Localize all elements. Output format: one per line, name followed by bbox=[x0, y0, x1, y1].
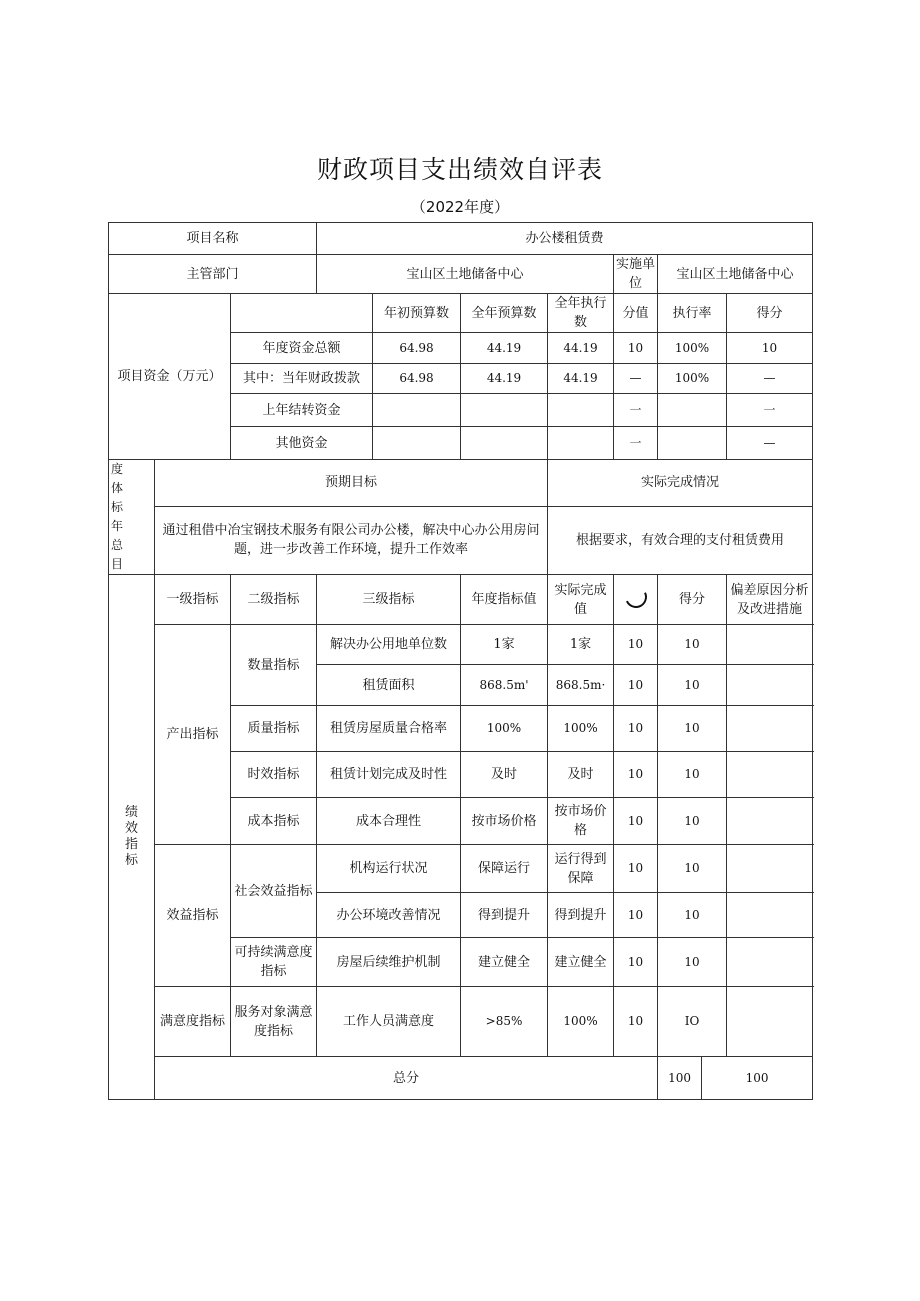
implementing-unit-value: 宝山区土地储备中心 bbox=[658, 255, 813, 294]
indicator-weight: 10 bbox=[614, 752, 658, 798]
benefit-group-label: 效益指标 bbox=[155, 845, 231, 987]
indicator-name: 机构运行状况 bbox=[317, 845, 461, 893]
project-name-row bbox=[109, 223, 813, 255]
actual-completion-text: 根据要求，有效合理的支付租赁费用 bbox=[548, 506, 813, 574]
funds-cell bbox=[658, 394, 727, 427]
indicator-annual: >85% bbox=[461, 987, 548, 1057]
indicator-actual: 按市场价格 bbox=[548, 798, 614, 845]
indicator-deviation bbox=[727, 706, 813, 752]
timeliness-subgroup-label: 时效指标 bbox=[231, 752, 317, 798]
indicator-deviation bbox=[727, 987, 813, 1057]
indicator-weight: 10 bbox=[614, 665, 658, 706]
funds-row-label: 其他资金 bbox=[231, 427, 373, 460]
indicator-deviation bbox=[727, 752, 813, 798]
funds-cell bbox=[373, 427, 461, 460]
funds-header-row bbox=[109, 294, 813, 333]
indicator-deviation bbox=[727, 893, 813, 938]
score-header: 得分 bbox=[658, 575, 727, 625]
indicator-annual: 按市场价格 bbox=[461, 798, 548, 845]
funds-cell: 44.19 bbox=[461, 364, 548, 394]
indicator-weight: 10 bbox=[614, 625, 658, 665]
subtitle-year: 2022 bbox=[425, 198, 465, 216]
indicator-weight: 10 bbox=[614, 706, 658, 752]
funds-cell: 44.19 bbox=[548, 333, 614, 364]
indicator-deviation bbox=[727, 625, 813, 665]
indicator-header-row bbox=[109, 575, 813, 625]
funds-cell: 一 bbox=[727, 394, 813, 427]
indicator-score: 10 bbox=[658, 706, 727, 752]
funds-header: 全年预算数 bbox=[461, 294, 548, 333]
funds-cell: 10 bbox=[614, 333, 658, 364]
actual-value-header: 实际完成值 bbox=[548, 575, 614, 625]
funds-cell bbox=[548, 394, 614, 427]
total-weight: 100 bbox=[658, 1057, 702, 1100]
indicator-deviation bbox=[727, 665, 813, 706]
indicator-row bbox=[109, 625, 813, 665]
funds-cell: 100% bbox=[658, 364, 727, 394]
funds-cell: 44.19 bbox=[461, 333, 548, 364]
indicator-annual: 得到提升 bbox=[461, 893, 548, 938]
department-row bbox=[109, 255, 813, 294]
expected-goal-header: 预期目标 bbox=[155, 460, 548, 507]
subtitle-rest: 年度） bbox=[464, 198, 510, 216]
indicator-weight: 10 bbox=[614, 987, 658, 1057]
funds-row-label: 上年结转资金 bbox=[231, 394, 373, 427]
indicator-actual: 1家 bbox=[548, 625, 614, 665]
level1-header: 一级指标 bbox=[155, 575, 231, 625]
indicator-name: 工作人员满意度 bbox=[317, 987, 461, 1057]
funds-header: 全年执行数 bbox=[548, 294, 614, 333]
circle-mark-icon bbox=[621, 582, 649, 610]
funds-cell: 10 bbox=[727, 333, 813, 364]
funds-cell bbox=[548, 427, 614, 460]
funds-label: 项目资金（万元） bbox=[109, 294, 231, 460]
indicator-score: 10 bbox=[658, 845, 727, 893]
quantity-subgroup-label: 数量指标 bbox=[231, 625, 317, 706]
actual-completion-header: 实际完成情况 bbox=[548, 460, 813, 507]
deviation-header: 偏差原因分析及改进措施 bbox=[727, 575, 813, 625]
total-row bbox=[109, 1057, 813, 1100]
funds-cell bbox=[461, 427, 548, 460]
indicator-score: IO bbox=[658, 987, 727, 1057]
indicator-name: 办公环境改善情况 bbox=[317, 893, 461, 938]
output-group-label: 产出指标 bbox=[155, 625, 231, 845]
goals-content-row bbox=[109, 506, 813, 574]
funds-cell bbox=[461, 394, 548, 427]
service-subgroup-label: 服务对象满意度指标 bbox=[231, 987, 317, 1057]
indicator-deviation bbox=[727, 845, 813, 893]
indicator-row bbox=[109, 987, 813, 1057]
document-subtitle bbox=[0, 196, 920, 217]
indicator-weight: 10 bbox=[614, 938, 658, 987]
funds-header: 得分 bbox=[727, 294, 813, 333]
goals-side-text: 度体标年总目 bbox=[111, 462, 124, 571]
indicator-actual: 建立健全 bbox=[548, 938, 614, 987]
department-value: 宝山区土地储备中心 bbox=[317, 255, 614, 294]
indicator-row bbox=[109, 845, 813, 893]
satisfaction-group-label: 满意度指标 bbox=[155, 987, 231, 1057]
indicator-weight: 10 bbox=[614, 798, 658, 845]
funds-cell: 64.98 bbox=[373, 364, 461, 394]
project-name-label: 项目名称 bbox=[109, 223, 317, 255]
implementing-unit-label: 实施单位 bbox=[614, 255, 658, 294]
total-score: 100 bbox=[702, 1057, 813, 1100]
indicator-name: 租赁计划完成及时性 bbox=[317, 752, 461, 798]
evaluation-table bbox=[108, 222, 813, 1100]
indicator-score: 10 bbox=[658, 798, 727, 845]
indicator-actual: 运行得到保障 bbox=[548, 845, 614, 893]
goals-side-label bbox=[109, 460, 155, 575]
funds-cell bbox=[373, 394, 461, 427]
indicator-name: 租赁房屋质量合格率 bbox=[317, 706, 461, 752]
indicator-actual: 100% bbox=[548, 706, 614, 752]
funds-header: 执行率 bbox=[658, 294, 727, 333]
funds-cell: — bbox=[727, 364, 813, 394]
indicator-actual: 得到提升 bbox=[548, 893, 614, 938]
indicator-name: 解决办公用地单位数 bbox=[317, 625, 461, 665]
annual-value-header: 年度指标值 bbox=[461, 575, 548, 625]
goals-header-row bbox=[109, 460, 813, 507]
indicator-annual: 1家 bbox=[461, 625, 548, 665]
indicator-actual: 100% bbox=[548, 987, 614, 1057]
indicator-annual: 100% bbox=[461, 706, 548, 752]
sustainable-subgroup-label: 可持续满意度指标 bbox=[231, 938, 317, 987]
level3-header: 三级指标 bbox=[317, 575, 461, 625]
cost-subgroup-label: 成本指标 bbox=[231, 798, 317, 845]
indicator-annual: 保障运行 bbox=[461, 845, 548, 893]
indicator-annual: 及时 bbox=[461, 752, 548, 798]
indicator-annual: 建立健全 bbox=[461, 938, 548, 987]
weight-header-mark bbox=[614, 575, 658, 625]
level2-header: 二级指标 bbox=[231, 575, 317, 625]
indicator-name: 租赁面积 bbox=[317, 665, 461, 706]
indicator-score: 10 bbox=[658, 893, 727, 938]
funds-header: 年初预算数 bbox=[373, 294, 461, 333]
total-label: 总分 bbox=[155, 1057, 658, 1100]
project-name-value: 办公楼租赁费 bbox=[317, 223, 813, 255]
indicator-score: 10 bbox=[658, 625, 727, 665]
indicator-deviation bbox=[727, 798, 813, 845]
funds-cell: 64.98 bbox=[373, 333, 461, 364]
funds-cell: 一 bbox=[614, 427, 658, 460]
document-title: 财政项目支出绩效自评表 bbox=[316, 155, 603, 184]
subtitle-open: （ bbox=[410, 198, 426, 216]
indicator-weight: 10 bbox=[614, 845, 658, 893]
department-label: 主管部门 bbox=[109, 255, 317, 294]
funds-header: 分值 bbox=[614, 294, 658, 333]
indicator-score: 10 bbox=[658, 752, 727, 798]
indicator-actual: 868.5m· bbox=[548, 665, 614, 706]
funds-cell: 一 bbox=[614, 394, 658, 427]
funds-cell: 44.19 bbox=[548, 364, 614, 394]
indicator-weight: 10 bbox=[614, 893, 658, 938]
indicator-score: 10 bbox=[658, 938, 727, 987]
funds-row-label: 其中：当年财政拨款 bbox=[231, 364, 373, 394]
indicator-name: 成本合理性 bbox=[317, 798, 461, 845]
indicator-name: 房屋后续维护机制 bbox=[317, 938, 461, 987]
expected-goal-text: 通过租借中冶宝钢技术服务有限公司办公楼，解决中心办公用房问题，进一步改善工作环境，提升工作效率 bbox=[155, 506, 548, 574]
social-subgroup-label: 社会效益指标 bbox=[231, 845, 317, 938]
indicators-side-label bbox=[109, 575, 155, 1100]
funds-corner bbox=[231, 294, 373, 333]
indicator-deviation bbox=[727, 938, 813, 987]
funds-cell: — bbox=[727, 427, 813, 460]
indicator-actual: 及时 bbox=[548, 752, 614, 798]
quality-subgroup-label: 质量指标 bbox=[231, 706, 317, 752]
funds-cell bbox=[658, 427, 727, 460]
indicators-side-text: 绩效指标 bbox=[124, 805, 138, 868]
funds-cell: — bbox=[614, 364, 658, 394]
indicator-annual: 868.5m' bbox=[461, 665, 548, 706]
funds-cell: 100% bbox=[658, 333, 727, 364]
funds-row-label: 年度资金总额 bbox=[231, 333, 373, 364]
indicator-score: 10 bbox=[658, 665, 727, 706]
